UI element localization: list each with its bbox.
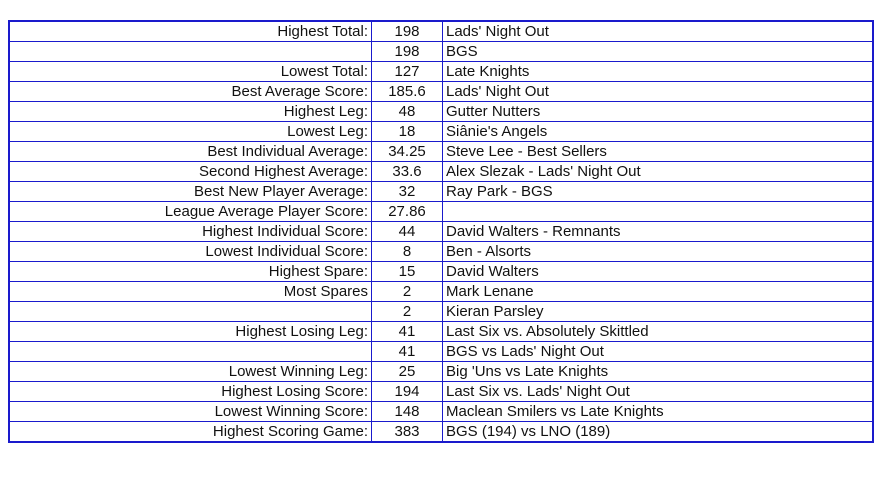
stat-detail: David Walters [443, 262, 874, 282]
stat-value: 25 [372, 362, 443, 382]
table-row [9, 21, 873, 42]
table-row [9, 222, 873, 242]
stat-value: 185.6 [372, 82, 443, 102]
stat-label: Lowest Winning Score: [9, 402, 372, 422]
stat-detail: David Walters - Remnants [443, 222, 874, 242]
stat-value: 41 [372, 322, 443, 342]
stat-label: Highest Total: [9, 21, 372, 42]
table-row [9, 402, 873, 422]
stat-label: Lowest Leg: [9, 122, 372, 142]
stat-detail: Gutter Nutters [443, 102, 874, 122]
stat-label: Highest Spare: [9, 262, 372, 282]
stat-label: League Average Player Score: [9, 202, 372, 222]
stats-table-body [9, 21, 873, 442]
stat-value: 48 [372, 102, 443, 122]
table-row [9, 422, 873, 443]
stat-value: 27.86 [372, 202, 443, 222]
stat-detail: Steve Lee - Best Sellers [443, 142, 874, 162]
stat-detail: Last Six vs. Absolutely Skittled [443, 322, 874, 342]
stat-detail: Ray Park - BGS [443, 182, 874, 202]
stat-value: 198 [372, 21, 443, 42]
stat-detail: Lads' Night Out [443, 21, 874, 42]
stat-value: 383 [372, 422, 443, 443]
stat-label: Highest Individual Score: [9, 222, 372, 242]
stat-value: 44 [372, 222, 443, 242]
table-row [9, 82, 873, 102]
table-row [9, 242, 873, 262]
table-row [9, 382, 873, 402]
stat-label: Most Spares [9, 282, 372, 302]
stat-value: 32 [372, 182, 443, 202]
stat-detail: BGS (194) vs LNO (189) [443, 422, 874, 443]
stat-value: 15 [372, 262, 443, 282]
table-row [9, 282, 873, 302]
stat-label: Lowest Individual Score: [9, 242, 372, 262]
stat-value: 2 [372, 302, 443, 322]
table-row [9, 202, 873, 222]
stat-label: Highest Scoring Game: [9, 422, 372, 443]
table-row [9, 302, 873, 322]
stat-value: 18 [372, 122, 443, 142]
stat-detail: Kieran Parsley [443, 302, 874, 322]
stat-value: 41 [372, 342, 443, 362]
stat-detail: Alex Slezak - Lads' Night Out [443, 162, 874, 182]
stat-label: Highest Losing Leg: [9, 322, 372, 342]
stat-label: Lowest Total: [9, 62, 372, 82]
table-row [9, 362, 873, 382]
table-row [9, 342, 873, 362]
stat-label: Second Highest Average: [9, 162, 372, 182]
table-row [9, 42, 873, 62]
stat-value: 127 [372, 62, 443, 82]
table-row [9, 62, 873, 82]
stat-detail: Maclean Smilers vs Late Knights [443, 402, 874, 422]
stat-detail: Late Knights [443, 62, 874, 82]
stat-label [9, 342, 372, 362]
stat-label: Best Individual Average: [9, 142, 372, 162]
stat-value: 148 [372, 402, 443, 422]
stat-detail: Last Six vs. Lads' Night Out [443, 382, 874, 402]
stat-detail: BGS vs Lads' Night Out [443, 342, 874, 362]
stat-label: Highest Losing Score: [9, 382, 372, 402]
stat-detail [443, 202, 874, 222]
table-row [9, 162, 873, 182]
stat-detail: Big 'Uns vs Late Knights [443, 362, 874, 382]
stat-value: 33.6 [372, 162, 443, 182]
stat-label: Best Average Score: [9, 82, 372, 102]
stat-value: 198 [372, 42, 443, 62]
table-row [9, 182, 873, 202]
table-row [9, 102, 873, 122]
stat-label: Lowest Winning Leg: [9, 362, 372, 382]
stat-detail: Lads' Night Out [443, 82, 874, 102]
table-row [9, 142, 873, 162]
stat-value: 34.25 [372, 142, 443, 162]
stat-value: 8 [372, 242, 443, 262]
stat-label: Best New Player Average: [9, 182, 372, 202]
stat-label: Highest Leg: [9, 102, 372, 122]
stat-detail: Siânie's Angels [443, 122, 874, 142]
stats-container [8, 20, 874, 443]
league-stats-table [8, 20, 874, 443]
table-row [9, 262, 873, 282]
table-row [9, 322, 873, 342]
stat-detail: BGS [443, 42, 874, 62]
table-row [9, 122, 873, 142]
stat-label [9, 42, 372, 62]
stat-label [9, 302, 372, 322]
stat-detail: Ben - Alsorts [443, 242, 874, 262]
stat-detail: Mark Lenane [443, 282, 874, 302]
stat-value: 194 [372, 382, 443, 402]
stat-value: 2 [372, 282, 443, 302]
